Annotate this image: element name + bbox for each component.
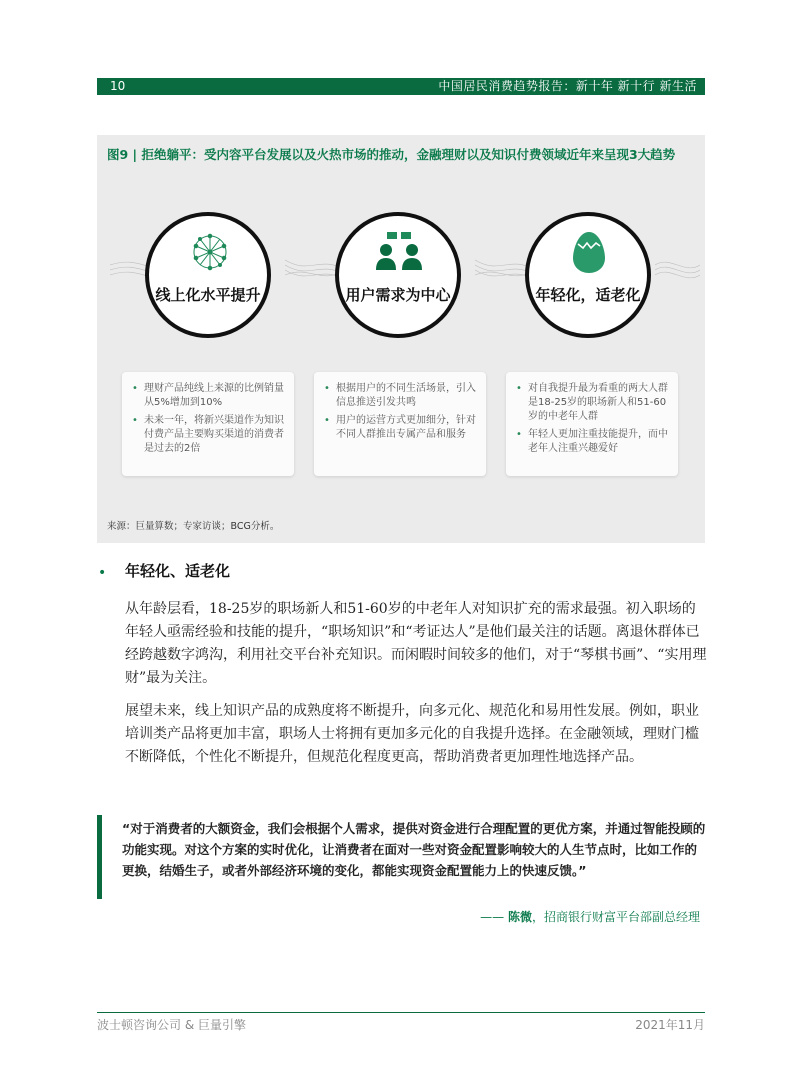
figure-source: 来源：巨量算数；专家访谈；BCG分析。 — [107, 521, 280, 532]
trend-circle-online — [145, 212, 271, 338]
trend-label-user-needs: 用户需求为中心 — [345, 286, 451, 304]
body-paragraph-1: 从年龄层看，18-25岁的职场新人和51-60岁的中老年人对知识扩充的需求最强。初入职场的年轻人亟需经验和技能的提升，“职场知识”和“考证达人”是他们最关注的话题。离退休群体已经跨越数字鸿沟，利用社交平台补充知识。而闲暇时间较多的他们，对于“琴棋书画”、“实用理财”最为关注。 — [125, 601, 707, 686]
card-bullet: • 年轻人更加注重技能提升，而中老年人注重兴趣爱好 — [522, 428, 668, 456]
quote-bar — [97, 815, 102, 899]
card-bullet: • 理财产品纯线上来源的比例销量从5%增加到10% — [138, 382, 284, 410]
footer-publisher: 波士顿咨询公司 & 巨量引擎 — [97, 1018, 246, 1032]
quote-attribution — [480, 908, 700, 925]
figure-panel — [97, 135, 705, 543]
egg-icon — [572, 230, 606, 274]
card-bullet: • 用户的运营方式更加细分，针对不同人群推出专属产品和服务 — [330, 414, 476, 442]
trend-card-user-needs — [314, 372, 486, 476]
card-bullet: • 对自我提升最为看重的两大人群是18-25岁的职场新人和51-60岁的中老年人群 — [522, 382, 668, 424]
people-talking-icon — [375, 230, 423, 272]
footer-date: 2021年11月 — [635, 1018, 705, 1032]
figure-title: 图9 | 拒绝躺平：受内容平台发展以及火热市场的推动，金融理财以及知识付费领域近年来呈现3大趋势 — [107, 147, 676, 162]
network-sphere-icon — [190, 232, 230, 272]
trend-label-online: 线上化水平提升 — [155, 286, 261, 304]
card-bullet: • 根据用户的不同生活场景，引入信息推送引发共鸣 — [330, 382, 476, 410]
quote-author: 陈微 — [507, 910, 532, 924]
quote-text: “对于消费者的大额资金，我们会根据个人需求，提供对资金进行合理配置的更优方案，并通过智能投顾的功能实现。对这个方案的实时优化，让消费者在面对一些对资金配置影响较大的人生节点时，比如工作的更换，结婚生子，或者外部经济环境的变化，都能实现资金配置能力上的快速反馈。” — [122, 821, 706, 878]
footer-divider — [97, 1012, 705, 1013]
trend-card-age — [506, 372, 678, 476]
quote-role: ，招商银行财富平台部副总经理 — [531, 910, 700, 924]
report-title: 中国居民消费趋势报告：新十年 新十行 新生活 — [438, 79, 697, 93]
section-bullet: • — [98, 565, 107, 581]
trend-label-age: 年轻化，适老化 — [535, 286, 641, 304]
card-bullet: • 未来一年，将新兴渠道作为知识付费产品主要购买渠道的消费者是过去的2倍 — [138, 414, 284, 456]
trend-card-online — [122, 372, 294, 476]
page-number: 10 — [110, 79, 126, 93]
quote-dash: —— — [480, 910, 505, 924]
section-title: 年轻化、适老化 — [125, 562, 231, 580]
body-paragraph-2: 展望未来，线上知识产品的成熟度将不断提升，向多元化、规范化和易用性发展。例如，职业培训类产品将更加丰富，职场人士将拥有更加多元化的自我提升选择。在金融领域，理财门槛不断降低，个性化不断提升，但规范化程度更高，帮助消费者更加理性地选择产品。 — [125, 703, 699, 765]
